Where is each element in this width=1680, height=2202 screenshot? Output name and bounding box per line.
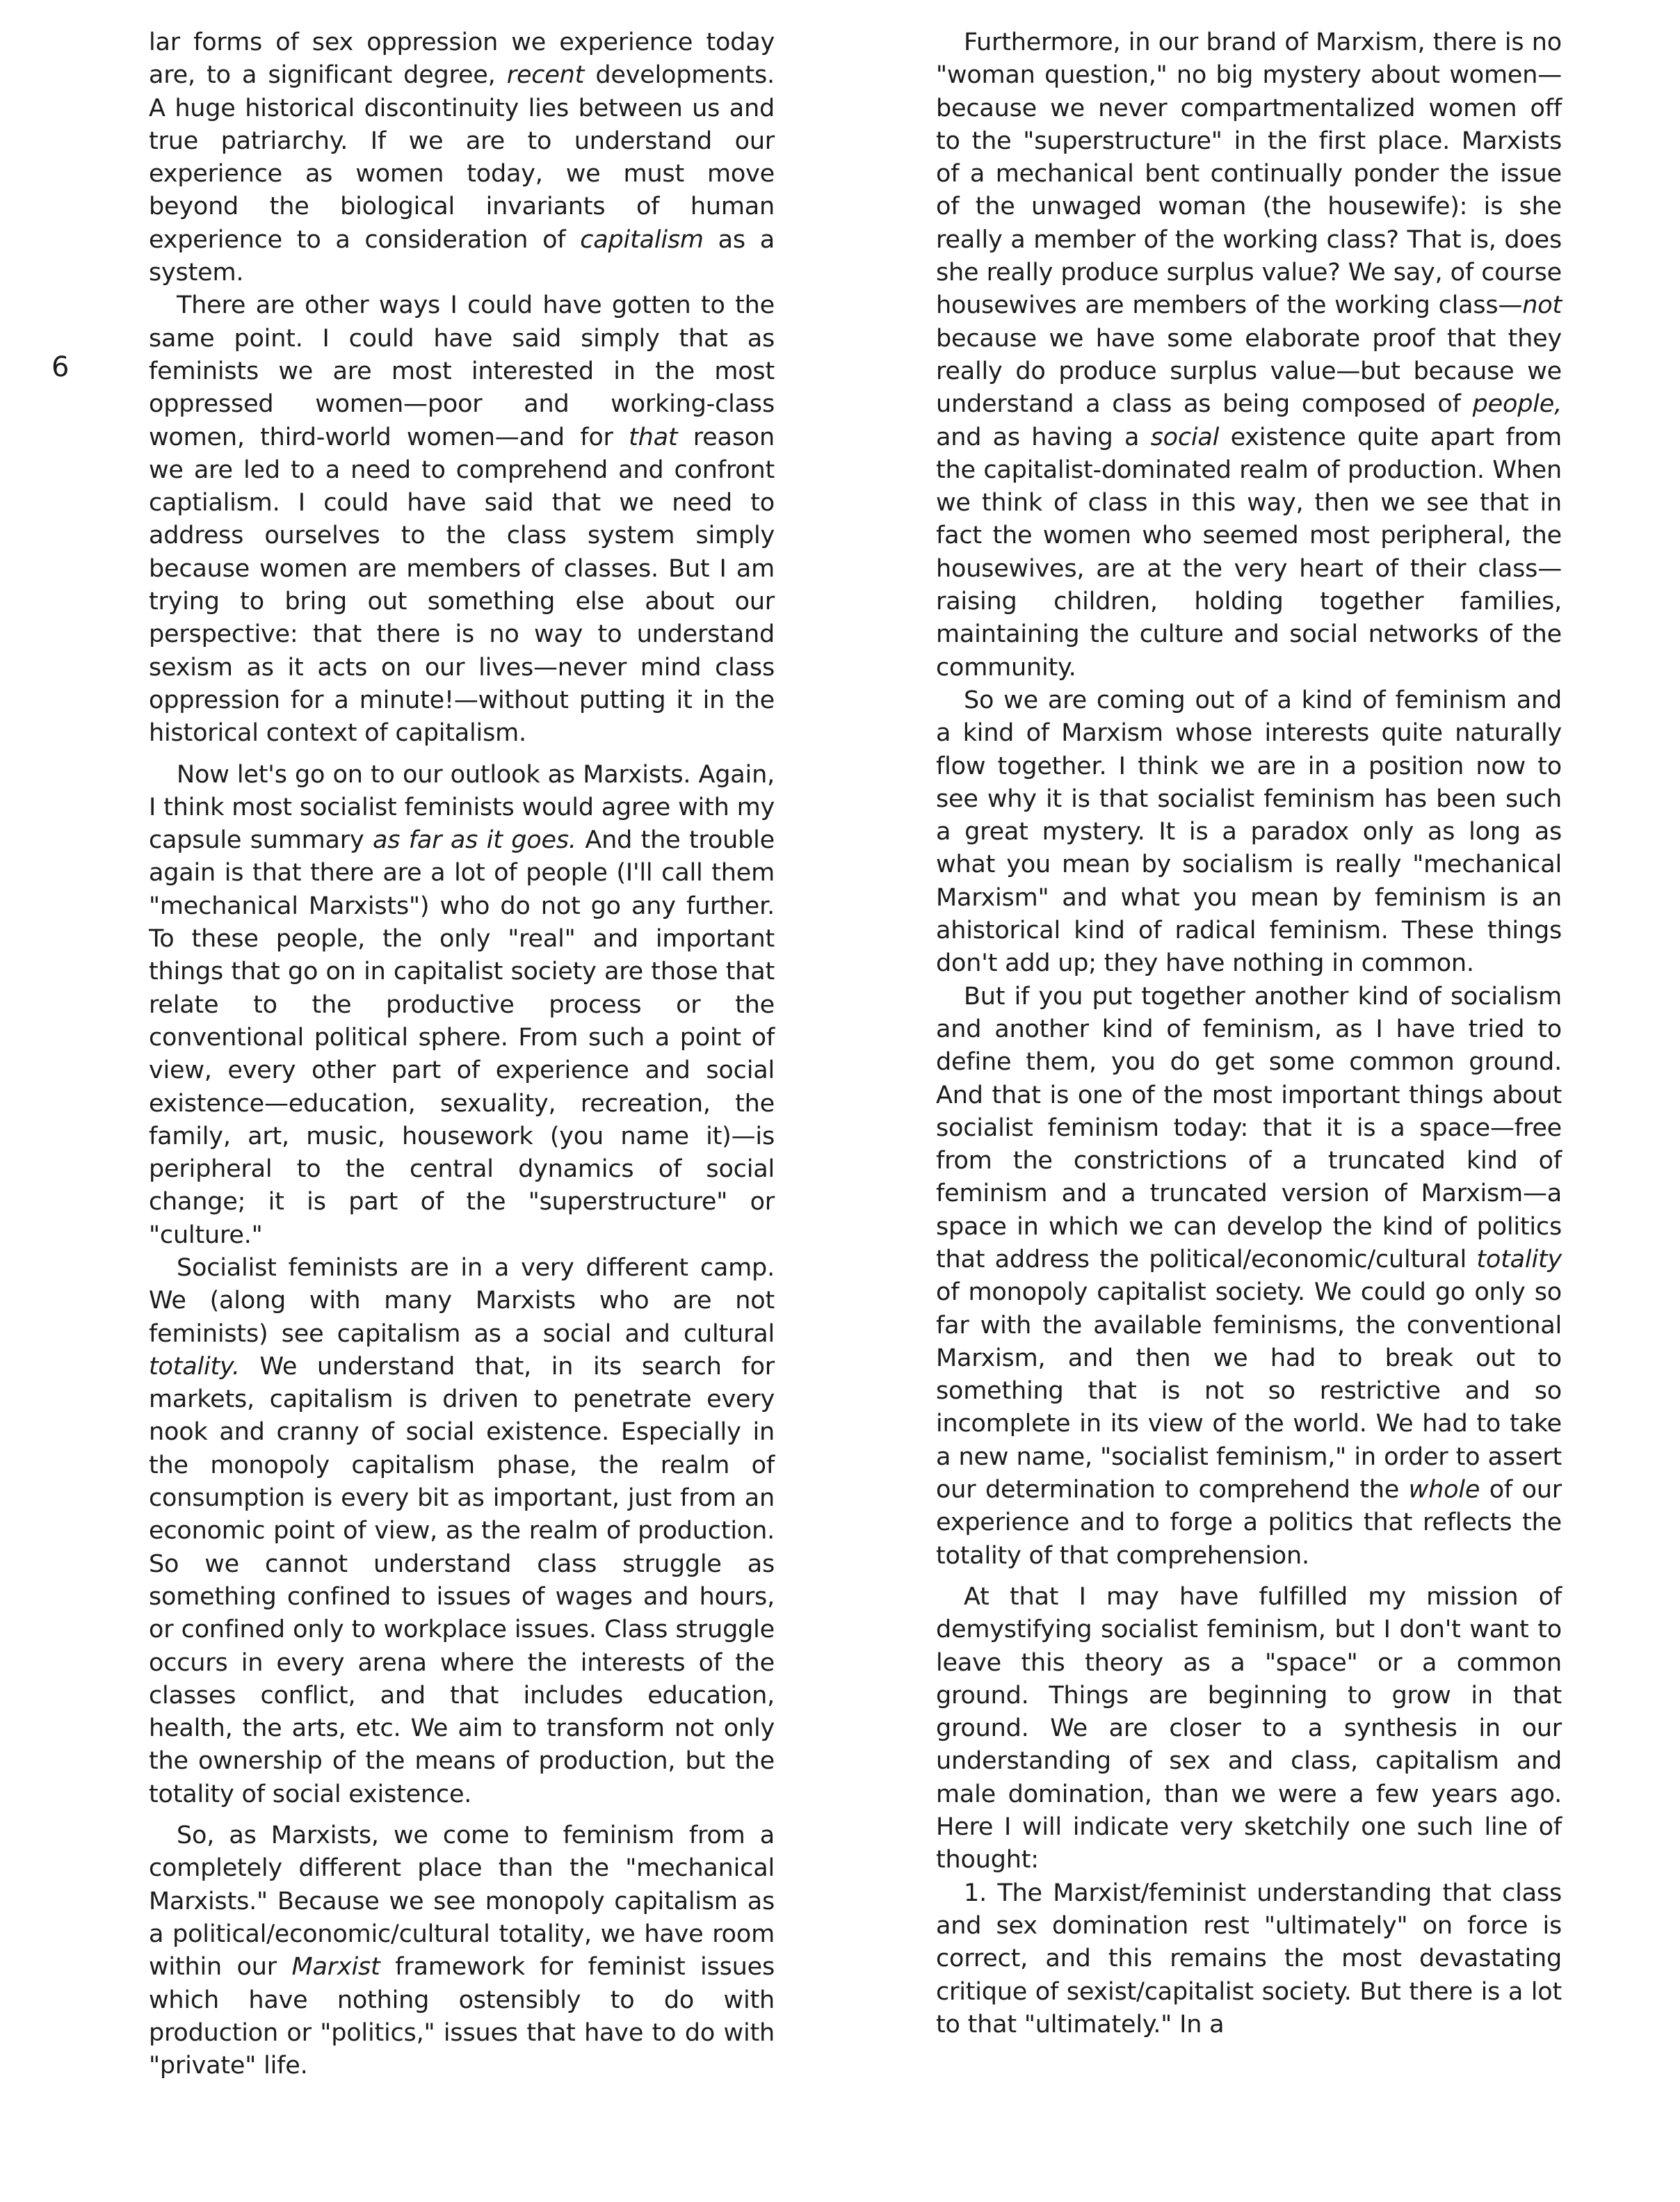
text-segment: At that I may have fulfilled my mission of demystifying socialist feminism, but I don't want to leave this theory as a "space" or a common ground. Things are beginning to grow in that ground. We are closer to a synthesis in our understanding of sex and class, capitalism and male domination, than we were a few years ago. Here I will indicate very sketchily one such line of thought: bbox=[936, 1582, 1562, 1874]
text-segment: We understand that, in its search for markets, capitalism is driven to penetrate every nook and cranny of social existence. Especially in the monopoly capitalism phase, the realm of consumption is every bit as important, just from an economic point of view, as the realm of production. So we cannot understand class struggle as something confined to issues of wages and hours, or confined only to workplace issues. Class struggle occurs in every arena where the interests of the classes conflict, and that includes education, health, the arts, etc. We aim to transform not only the ownership of the means of production, but the totality of social existence. bbox=[149, 1352, 775, 1808]
text-segment: But if you put together another kind of socialism and another kind of feminism, as I have tried to define them, you do get some common ground. And that is one of the most important things about socialist feminism today: that it is a space—free from the constrictions of a truncated kind of feminism and a truncated version of Marxism—a space in which we can develop the kind of politics that address the political/economic/cultural bbox=[936, 982, 1562, 1273]
text-segment: So we are coming out of a kind of feminism and a kind of Marxism whose interests quite naturally flow together. I think we are in a position now to see why it is that socialist feminism has been such a great mystery. It is a paradox only as long as what you mean by socialism is really "mechanical Marxism" and what you mean by feminism is an ahistorical kind of radical feminism. These things don't add up; they have nothing in common. bbox=[936, 686, 1562, 978]
page-number: 6 bbox=[51, 351, 70, 383]
paragraph bbox=[149, 289, 775, 750]
paragraph bbox=[149, 1252, 775, 1811]
text-segment: reason we are led to a need to comprehend and confront captialism. I could have said that we need to address ourselves to the class system simply because women are members of classes. But I am trying to bring out something else about our perspective: that there is no way to understand sexism as it acts on our lives—never mind class oppression for a minute!—without putting it in the historical context of capitalism. bbox=[149, 423, 775, 748]
text-segment: Now let's go on to our outlook as Marxists. Again, I think most socialist feminists would agree with my capsule summary bbox=[149, 760, 775, 855]
text-segment: and as having a bbox=[936, 423, 1151, 451]
emphasized-text: as far as it goes. bbox=[373, 826, 576, 855]
left-column bbox=[149, 26, 775, 2082]
paragraph bbox=[936, 1877, 1562, 2041]
text-segment: developments. A huge historical discontinuity lies between us and true patriarchy. If we are to understand our experience as women today, we must move beyond the biological invariants of human experience to a consideration of bbox=[149, 61, 775, 254]
paragraph bbox=[936, 26, 1562, 684]
emphasized-text: not bbox=[1522, 291, 1562, 320]
text-segment: Socialist feminists are in a very different camp. We (along with many Marxists who are not feminists) see capitalism as a social and cultural bbox=[149, 1253, 775, 1348]
text-segment: So, as Marxists, we come to feminism from a completely different place than the "mechanical Marxists." Because we see monopoly capitalism as a political/economic/cultural totality, we have room within our bbox=[149, 1822, 775, 1982]
text-segment: 1. The Marxist/feminist understanding that class and sex domination rest "ultimately" on force is correct, and this remains the most devastating critique of sexist/capitalist society. But there is a lot to that "ultimately." In a bbox=[936, 1879, 1562, 2039]
emphasized-text: whole bbox=[1408, 1476, 1480, 1504]
paragraph bbox=[149, 1819, 775, 2082]
text-segment: existence quite apart from the capitalist-dominated realm of production. When we think of class in this way, then we see that in fact the women who seemed most peripheral, the housewives, are at the very heart of their class—raising children, holding together families, maintaining the culture and social networks of the community. bbox=[936, 423, 1562, 682]
text-segment: because we have some elaborate proof that they really do produce surplus value—but because we understand a class as being composed of bbox=[936, 324, 1562, 419]
text-segment: of monopoly capitalist society. We could go only so far with the available feminisms, the conventional Marxism, and then we had to break out to something that is not so restrictive and so incomplete in its view of the world. We had to take a new name, "socialist feminism," in order to assert our determination to comprehend the bbox=[936, 1278, 1562, 1504]
emphasized-text: that bbox=[629, 423, 678, 451]
emphasized-text: totality bbox=[1476, 1245, 1562, 1273]
right-column bbox=[936, 26, 1562, 2041]
text-segment: lar forms of sex oppression we experience today are, to a significant degree, bbox=[149, 29, 775, 90]
emphasized-text: people, bbox=[1472, 390, 1562, 419]
emphasized-text: totality. bbox=[149, 1352, 240, 1381]
emphasized-text: social bbox=[1150, 423, 1220, 451]
text-segment: of our experience and to forge a politics that reflects the totality of that comprehension. bbox=[936, 1476, 1562, 1570]
emphasized-text: Marxist bbox=[291, 1953, 380, 1982]
emphasized-text: recent bbox=[506, 61, 585, 90]
paragraph bbox=[936, 1581, 1562, 1877]
paragraph bbox=[149, 26, 775, 289]
text-segment: Furthermore, in our brand of Marxism, there is no "woman question," no big mystery about women—because we never compartmentalized women off to the "superstructure" in the first place. Marxists of a mechanical bent continually ponder the issue of the unwaged woman (the housewife): is she really a member of the working class? That is, does she really produce surplus value? We say, of course housewives are members of the working class— bbox=[936, 29, 1562, 320]
paragraph bbox=[149, 759, 775, 1252]
text-segment: And the trouble again is that there are a lot of people (I'll call them "mechanical Marxists") who do not go any further. To these people, the only "real" and important things that go on in capitalist society are those that relate to the productive process or the conventional political sphere. From such a point of view, every other part of experience and social existence—education, sexuality, recreation, the family, art, music, housework (you name it)—is peripheral to the central dynamics of social change; it is part of the "superstructure" or "culture." bbox=[149, 826, 775, 1249]
text-segment: as a system. bbox=[149, 225, 775, 287]
paragraph bbox=[936, 684, 1562, 981]
text-segment: There are other ways I could have gotten to the same point. I could have said simply that as feminists we are most interested in the most oppressed women—poor and working-class women, third-world women—and for bbox=[149, 291, 775, 451]
paragraph bbox=[936, 981, 1562, 1573]
text-segment: framework for feminist issues which have nothing ostensibly to do with production or "politics," issues that have to do with "private" life. bbox=[149, 1953, 775, 2080]
emphasized-text: capitalism bbox=[580, 225, 704, 254]
